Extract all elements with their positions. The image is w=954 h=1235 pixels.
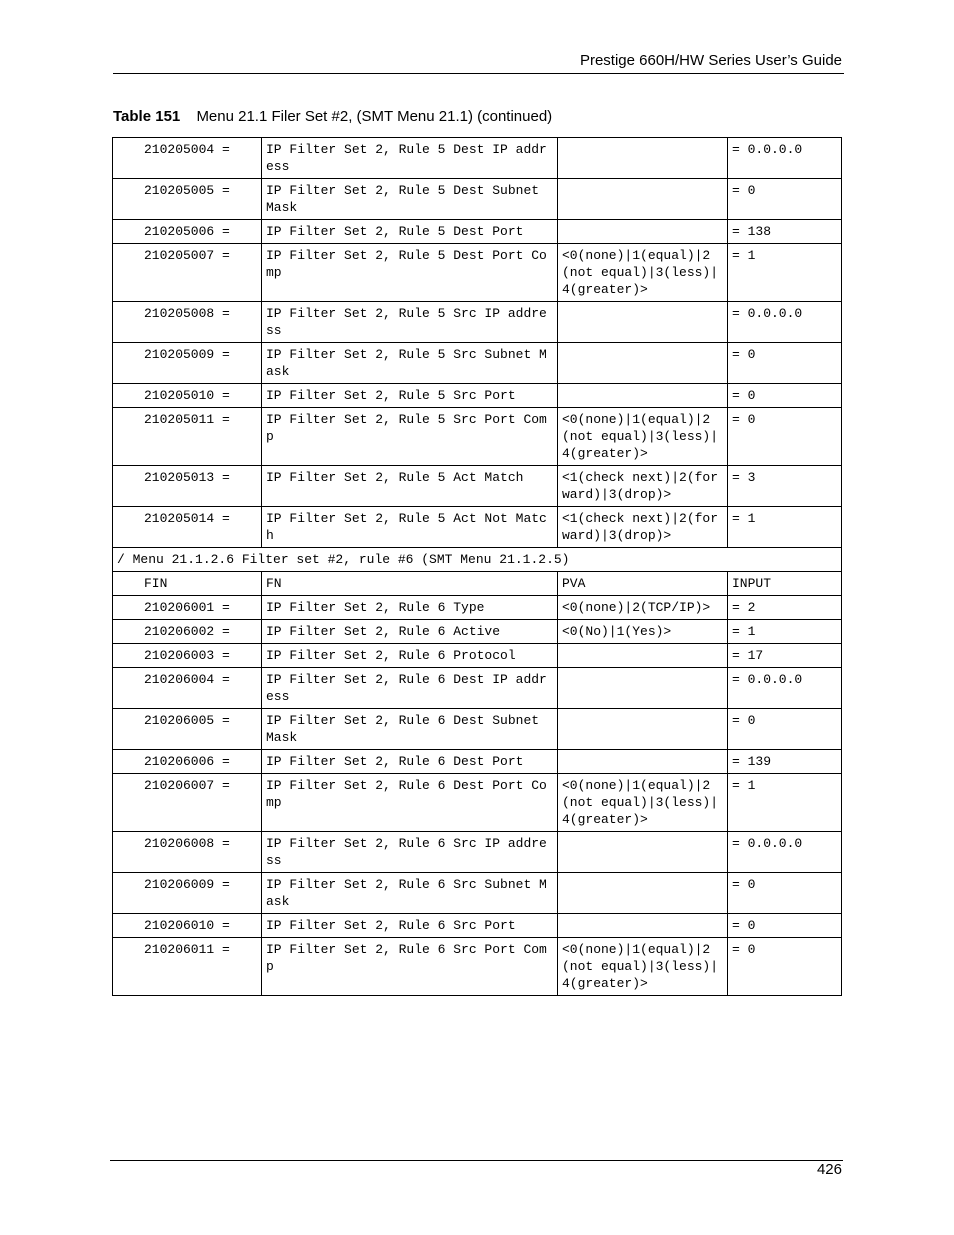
fn-cell: IP Filter Set 2, Rule 5 Dest Port: [262, 220, 558, 244]
fn-cell: IP Filter Set 2, Rule 5 Act Not Match: [262, 507, 558, 548]
pva-cell: <0(none)|2(TCP/IP)>: [558, 596, 728, 620]
table-row: [113, 302, 842, 343]
input-cell: = 0: [728, 914, 842, 938]
fin-cell: 210205014 =: [113, 507, 262, 548]
fn-cell: IP Filter Set 2, Rule 5 Act Match: [262, 466, 558, 507]
fin-cell: 210206004 =: [113, 668, 262, 709]
table-row: [113, 138, 842, 179]
fn-cell: IP Filter Set 2, Rule 6 Protocol: [262, 644, 558, 668]
fin-cell: 210205011 =: [113, 408, 262, 466]
fin-cell: 210205006 =: [113, 220, 262, 244]
fin-cell: 210206005 =: [113, 709, 262, 750]
pva-cell: [558, 343, 728, 384]
fin-cell: FIN: [113, 572, 262, 596]
fn-cell: FN: [262, 572, 558, 596]
input-cell: = 138: [728, 220, 842, 244]
fn-cell: IP Filter Set 2, Rule 6 Dest Subnet Mask: [262, 709, 558, 750]
pva-cell: <0(No)|1(Yes)>: [558, 620, 728, 644]
table-row: [113, 466, 842, 507]
pva-cell: [558, 384, 728, 408]
fin-cell: 210206007 =: [113, 774, 262, 832]
pva-cell: [558, 832, 728, 873]
pva-cell: <0(none)|1(equal)|2(not equal)|3(less)|4(greater)>: [558, 938, 728, 996]
table-row: [113, 384, 842, 408]
fin-cell: 210206003 =: [113, 644, 262, 668]
pva-cell: [558, 179, 728, 220]
fn-cell: IP Filter Set 2, Rule 6 Src Port Comp: [262, 938, 558, 996]
fn-cell: IP Filter Set 2, Rule 6 Dest IP address: [262, 668, 558, 709]
page-number: 426: [816, 1161, 842, 1178]
table-section-row: [113, 548, 842, 572]
fin-cell: 210205005 =: [113, 179, 262, 220]
pva-cell: [558, 668, 728, 709]
pva-cell: [558, 302, 728, 343]
running-header-title: Prestige 660H/HW Series User’s Guide: [579, 52, 842, 69]
pva-cell: <0(none)|1(equal)|2(not equal)|3(less)|4(greater)>: [558, 244, 728, 302]
fin-cell: 210205009 =: [113, 343, 262, 384]
table-caption-text: Menu 21.1 Filer Set #2, (SMT Menu 21.1) (continued): [196, 108, 553, 125]
input-cell: = 0: [728, 179, 842, 220]
fn-cell: IP Filter Set 2, Rule 6 Dest Port: [262, 750, 558, 774]
fin-cell: 210206009 =: [113, 873, 262, 914]
table-caption: [113, 108, 552, 125]
table-row: [113, 873, 842, 914]
fin-cell: 210206011 =: [113, 938, 262, 996]
table-row: [113, 408, 842, 466]
fn-cell: IP Filter Set 2, Rule 5 Src Subnet Mask: [262, 343, 558, 384]
input-cell: = 0: [728, 384, 842, 408]
input-cell: = 17: [728, 644, 842, 668]
table-row: [113, 914, 842, 938]
table-row: [113, 750, 842, 774]
pva-cell: [558, 644, 728, 668]
table-row: [113, 938, 842, 996]
pva-cell: [558, 138, 728, 179]
input-cell: = 1: [728, 507, 842, 548]
filter-set-table: [112, 137, 842, 996]
input-cell: = 0: [728, 873, 842, 914]
fn-cell: IP Filter Set 2, Rule 5 Dest IP address: [262, 138, 558, 179]
input-cell: = 0.0.0.0: [728, 138, 842, 179]
table-row: [113, 572, 842, 596]
table-row: [113, 668, 842, 709]
pva-cell: [558, 750, 728, 774]
table-row: [113, 832, 842, 873]
filter-set-table-body: [113, 138, 842, 996]
fn-cell: IP Filter Set 2, Rule 5 Dest Port Comp: [262, 244, 558, 302]
table-row: [113, 507, 842, 548]
table-row: [113, 179, 842, 220]
pva-cell: [558, 914, 728, 938]
table-row: [113, 343, 842, 384]
fin-cell: 210206001 =: [113, 596, 262, 620]
pva-cell: [558, 709, 728, 750]
pva-cell: <1(check next)|2(forward)|3(drop)>: [558, 507, 728, 548]
table-row: [113, 620, 842, 644]
table-row: [113, 244, 842, 302]
input-cell: = 1: [728, 620, 842, 644]
header-divider: [113, 73, 844, 74]
fin-cell: 210206008 =: [113, 832, 262, 873]
fn-cell: IP Filter Set 2, Rule 6 Type: [262, 596, 558, 620]
input-cell: = 3: [728, 466, 842, 507]
fn-cell: IP Filter Set 2, Rule 5 Src Port Comp: [262, 408, 558, 466]
table-row: [113, 220, 842, 244]
input-cell: = 0.0.0.0: [728, 302, 842, 343]
pva-cell: [558, 220, 728, 244]
fin-cell: 210205010 =: [113, 384, 262, 408]
fin-cell: 210206006 =: [113, 750, 262, 774]
pva-cell: [558, 873, 728, 914]
pva-cell: <0(none)|1(equal)|2(not equal)|3(less)|4(greater)>: [558, 408, 728, 466]
fn-cell: IP Filter Set 2, Rule 6 Src Port: [262, 914, 558, 938]
fn-cell: IP Filter Set 2, Rule 6 Src Subnet Mask: [262, 873, 558, 914]
pva-cell: <0(none)|1(equal)|2(not equal)|3(less)|4(greater)>: [558, 774, 728, 832]
input-cell: = 0.0.0.0: [728, 832, 842, 873]
input-cell: = 1: [728, 774, 842, 832]
fn-cell: IP Filter Set 2, Rule 6 Dest Port Comp: [262, 774, 558, 832]
fn-cell: IP Filter Set 2, Rule 5 Src IP address: [262, 302, 558, 343]
input-cell: = 1: [728, 244, 842, 302]
fn-cell: IP Filter Set 2, Rule 6 Src IP address: [262, 832, 558, 873]
input-cell: = 139: [728, 750, 842, 774]
pva-cell: <1(check next)|2(forward)|3(drop)>: [558, 466, 728, 507]
input-cell: INPUT: [728, 572, 842, 596]
fn-cell: IP Filter Set 2, Rule 6 Active: [262, 620, 558, 644]
input-cell: = 0.0.0.0: [728, 668, 842, 709]
section-heading-cell: / Menu 21.1.2.6 Filter set #2, rule #6 (SMT Menu 21.1.2.5): [113, 548, 842, 572]
table-caption-label: Table 151: [113, 108, 181, 125]
table-row: [113, 774, 842, 832]
input-cell: = 0: [728, 709, 842, 750]
fin-cell: 210206010 =: [113, 914, 262, 938]
fin-cell: 210205004 =: [113, 138, 262, 179]
fin-cell: 210205008 =: [113, 302, 262, 343]
fin-cell: 210205013 =: [113, 466, 262, 507]
table-row: [113, 596, 842, 620]
input-cell: = 0: [728, 408, 842, 466]
fin-cell: 210206002 =: [113, 620, 262, 644]
fn-cell: IP Filter Set 2, Rule 5 Src Port: [262, 384, 558, 408]
table-row: [113, 644, 842, 668]
footer-divider: [110, 1160, 843, 1161]
input-cell: = 0: [728, 938, 842, 996]
pva-cell: PVA: [558, 572, 728, 596]
fin-cell: 210205007 =: [113, 244, 262, 302]
fn-cell: IP Filter Set 2, Rule 5 Dest Subnet Mask: [262, 179, 558, 220]
input-cell: = 2: [728, 596, 842, 620]
table-row: [113, 709, 842, 750]
input-cell: = 0: [728, 343, 842, 384]
